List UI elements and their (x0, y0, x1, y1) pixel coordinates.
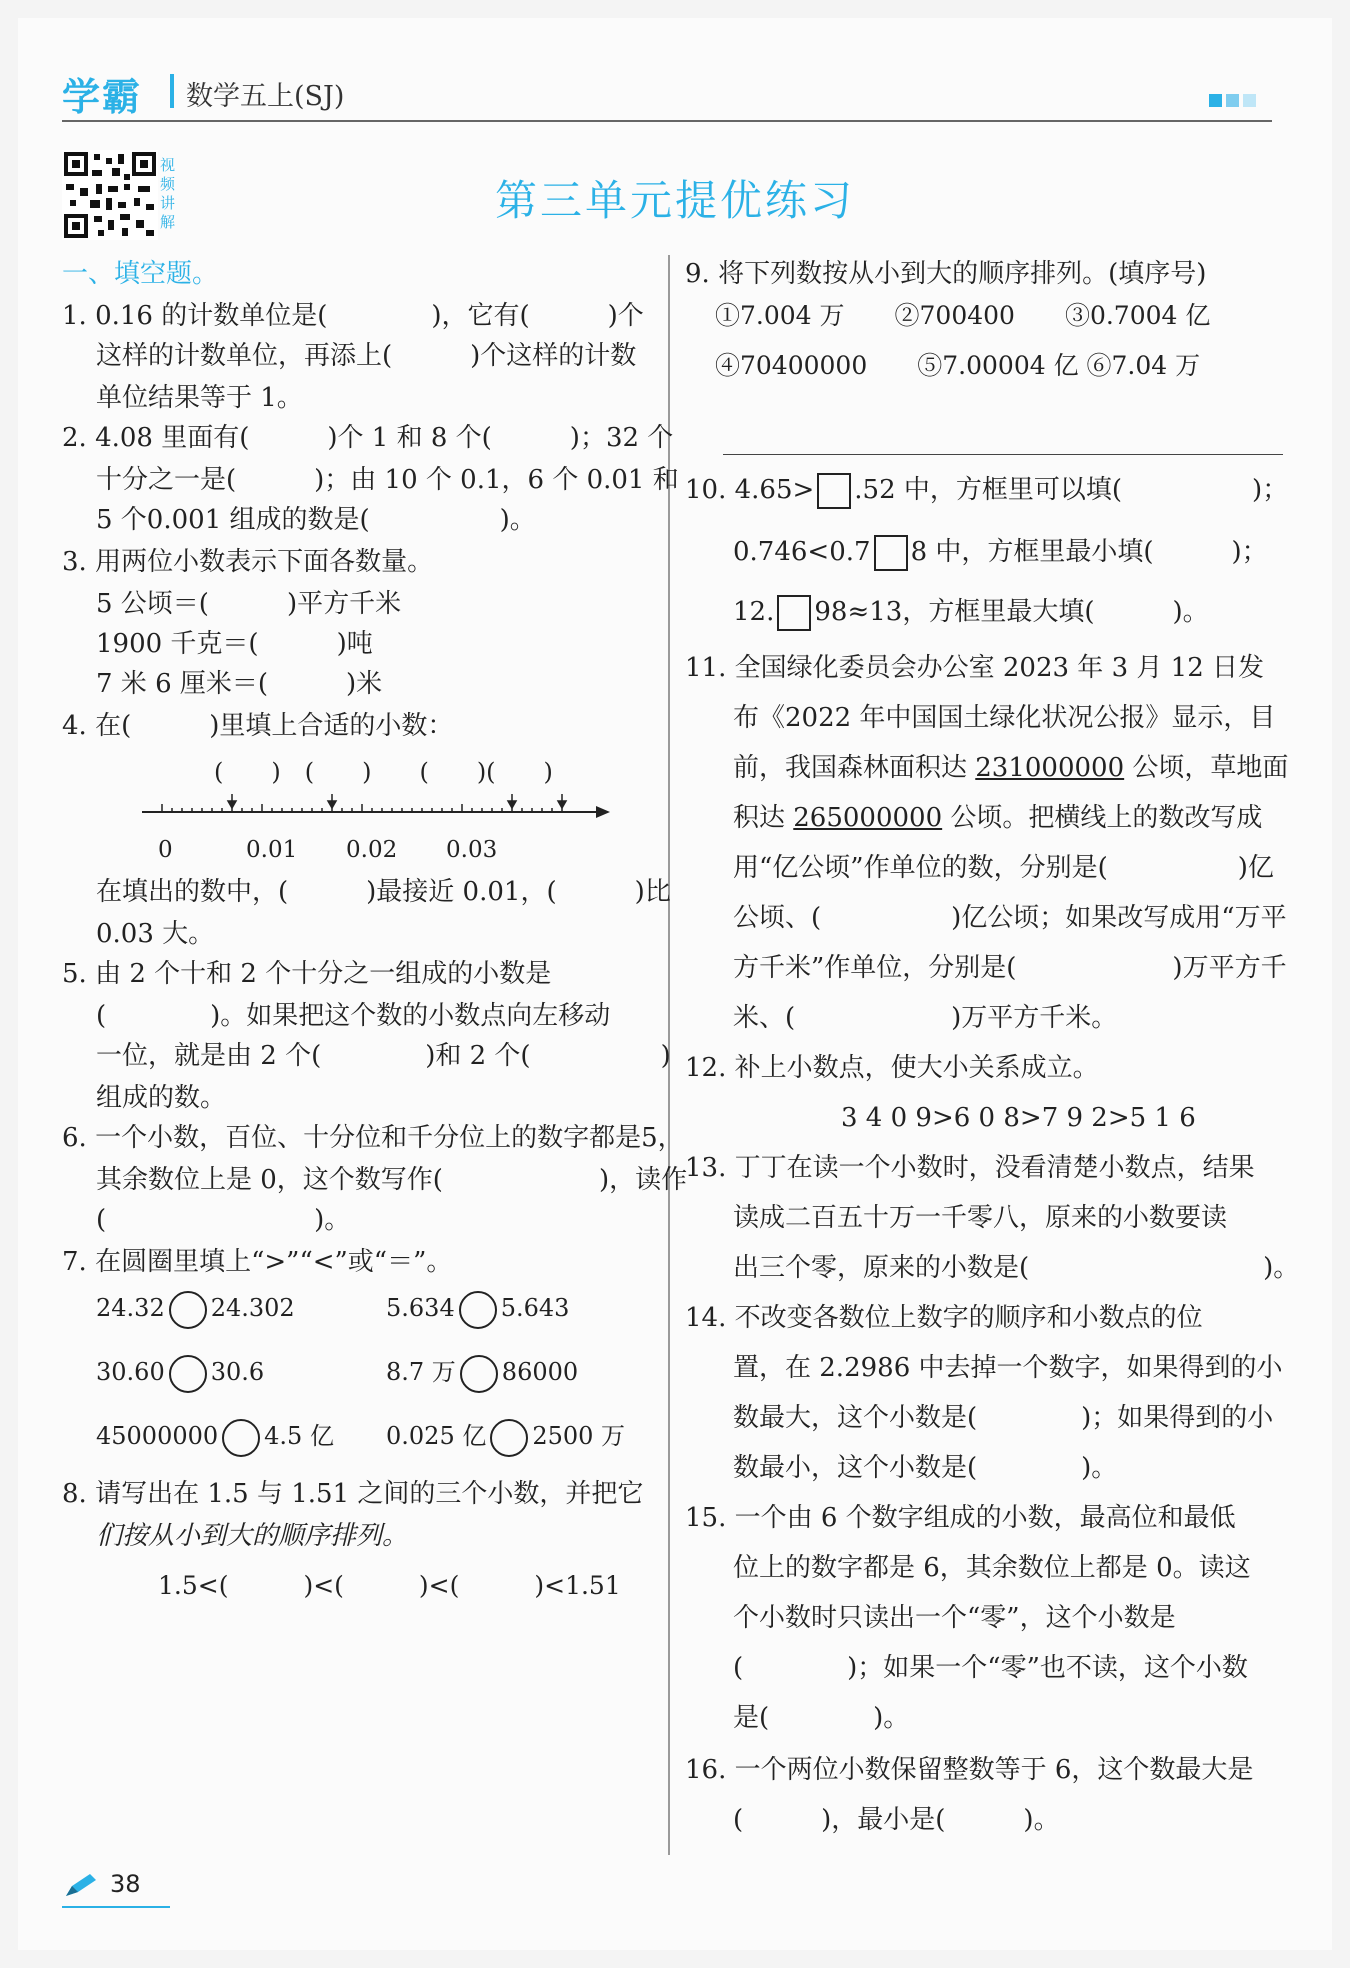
subject-label: 数学五上(SJ) (186, 81, 345, 112)
header (62, 62, 1272, 122)
compare-row: 24.32 24.302 (96, 1290, 295, 1329)
tick-label: 0.02 (346, 837, 398, 863)
compare-circle[interactable] (169, 1355, 207, 1393)
tick-label: 0.03 (446, 837, 498, 863)
compare-circle[interactable] (460, 1355, 498, 1393)
compare-row: 30.60 30.6 (96, 1354, 264, 1393)
pencil-icon (62, 1872, 102, 1900)
decor-squares (1205, 92, 1256, 111)
compare-circle[interactable] (459, 1291, 497, 1329)
compare-row: 8.7 万 86000 (386, 1354, 578, 1393)
section-heading: 一、填空题。 (62, 259, 219, 289)
page-title: 第三单元提优练习 (494, 176, 855, 225)
page-number: 38 (110, 1870, 141, 1898)
number-line-blanks: ( ) ( ) ( )( ) (214, 758, 553, 786)
answer-line[interactable] (723, 454, 1283, 455)
tick-label: 0.01 (246, 837, 298, 863)
compare-row: 0.025 亿 2500 万 (386, 1418, 625, 1457)
compare-circle[interactable] (490, 1419, 528, 1457)
video-caption: 视 频 讲 解 (160, 156, 176, 231)
logo-divider (170, 74, 174, 108)
compare-row: 45000000 4.5 亿 (96, 1418, 334, 1457)
tick-label: 0 (158, 837, 173, 863)
compare-circle[interactable] (169, 1291, 207, 1329)
compare-circle[interactable] (222, 1419, 260, 1457)
footer-underline (62, 1906, 170, 1908)
answer-box[interactable] (874, 535, 908, 571)
answer-box[interactable] (777, 595, 811, 631)
brand-logo: 学霸 (62, 75, 143, 119)
answer-box[interactable] (817, 473, 851, 509)
number-line (142, 792, 672, 832)
compare-row: 5.634 5.643 (386, 1290, 569, 1329)
